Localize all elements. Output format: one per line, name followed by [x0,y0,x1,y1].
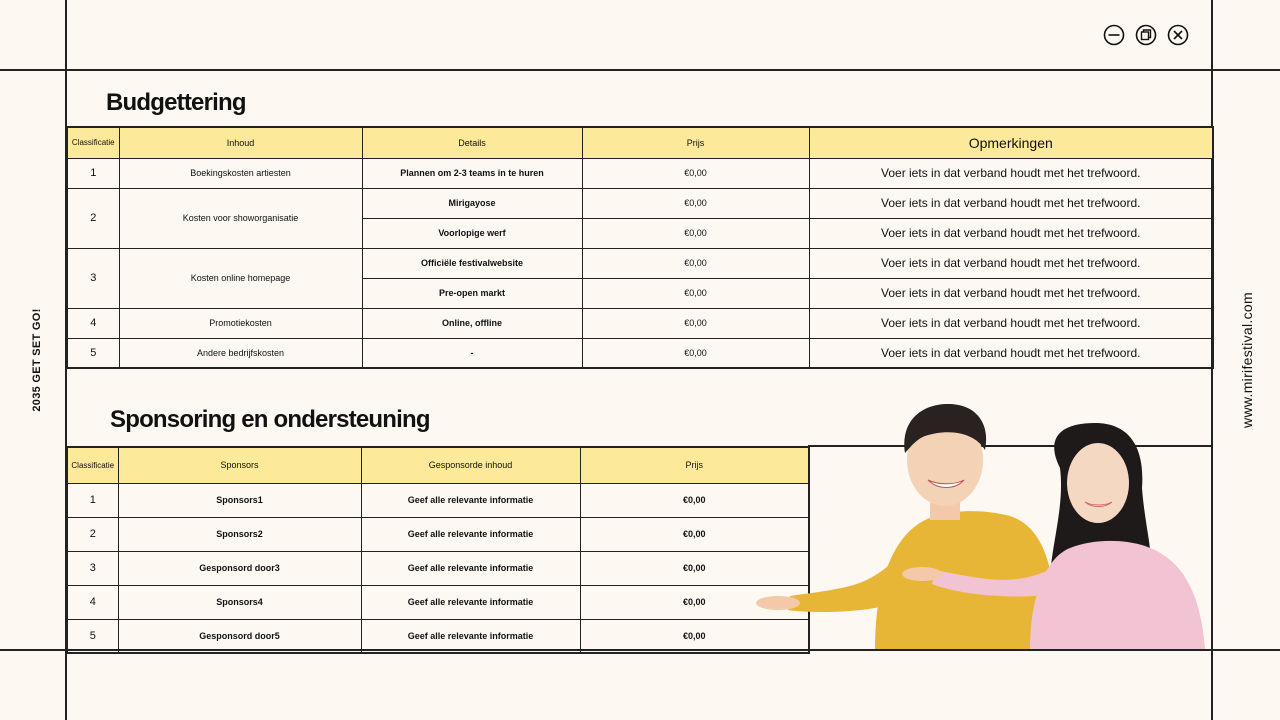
sponsoring-title: Sponsoring en ondersteuning [110,406,430,433]
row-inhoud: Geef alle relevante informatie [361,483,580,517]
row-prijs: €0,00 [582,188,809,218]
row-prijs: €0,00 [580,551,809,585]
row-number: 2 [67,188,119,248]
row-details: - [362,338,582,368]
budget-table [66,126,1214,369]
row-number: 3 [67,248,119,308]
row-prijs: €0,00 [580,619,809,653]
minimize-icon[interactable] [1103,24,1125,46]
header-classificatie: Classificatie [67,127,119,158]
table-row [67,338,1213,368]
row-prijs: €0,00 [580,517,809,551]
row-prijs: €0,00 [580,483,809,517]
row-sponsor: Sponsors2 [118,517,361,551]
row-number: 5 [67,338,119,368]
header-gesponsorde-inhoud: Gesponsorde inhoud [361,447,580,483]
row-opmerking: Voer iets in dat verband houdt met het trefwoord. [809,338,1213,368]
presenters-photo [750,398,1210,649]
table-row [67,619,809,653]
table-row [67,158,1213,188]
row-prijs: €0,00 [582,338,809,368]
row-number: 4 [67,585,118,619]
sponsoring-table [66,446,810,654]
header-prijs: Prijs [580,447,809,483]
man-figure [756,404,1060,649]
header-sponsors: Sponsors [118,447,361,483]
row-prijs: €0,00 [582,278,809,308]
header-opmerkingen: Opmerkingen [809,127,1213,158]
row-inhoud: Kosten voor showorganisatie [119,188,362,248]
header-prijs: Prijs [582,127,809,158]
table-row [67,551,809,585]
row-details: Online, offline [362,308,582,338]
row-sponsor: Sponsors1 [118,483,361,517]
row-inhoud: Geef alle relevante informatie [361,517,580,551]
row-opmerking: Voer iets in dat verband houdt met het trefwoord. [809,278,1213,308]
row-inhoud: Kosten online homepage [119,248,362,308]
row-details: Mirigayose [362,188,582,218]
table-row [67,188,1213,218]
row-inhoud: Geef alle relevante informatie [361,551,580,585]
side-slogan: 2035 GET SET GO! [31,308,43,412]
row-sponsor: Gesponsord door5 [118,619,361,653]
header-inhoud: Inhoud [119,127,362,158]
row-opmerking: Voer iets in dat verband houdt met het trefwoord. [809,158,1213,188]
row-details: Voorlopige werf [362,218,582,248]
window-controls [1103,24,1189,46]
table-row [67,308,1213,338]
row-prijs: €0,00 [582,158,809,188]
row-opmerking: Voer iets in dat verband houdt met het trefwoord. [809,308,1213,338]
header-classificatie: Classificatie [67,447,118,483]
table-row [67,248,1213,278]
table-row [67,483,809,517]
row-inhoud: Andere bedrijfskosten [119,338,362,368]
row-number: 1 [67,483,118,517]
row-number: 5 [67,619,118,653]
row-opmerking: Voer iets in dat verband houdt met het trefwoord. [809,218,1213,248]
row-prijs: €0,00 [582,218,809,248]
restore-icon[interactable] [1135,24,1157,46]
row-sponsor: Gesponsord door3 [118,551,361,585]
row-inhoud: Geef alle relevante informatie [361,585,580,619]
row-details: Officiële festivalwebsite [362,248,582,278]
top-divider [0,69,1280,71]
row-inhoud: Promotiekosten [119,308,362,338]
row-prijs: €0,00 [580,585,809,619]
side-website: www.mirifestival.com [1239,292,1255,428]
row-inhoud: Boekingskosten artiesten [119,158,362,188]
table-row [67,517,809,551]
row-sponsor: Sponsors4 [118,585,361,619]
row-opmerking: Voer iets in dat verband houdt met het trefwoord. [809,188,1213,218]
row-details: Pre-open markt [362,278,582,308]
budget-header-row [67,127,1213,158]
row-number: 1 [67,158,119,188]
sponsoring-header-row [67,447,809,483]
table-row [67,585,809,619]
row-number: 4 [67,308,119,338]
header-details: Details [362,127,582,158]
close-icon[interactable] [1167,24,1189,46]
row-number: 3 [67,551,118,585]
row-opmerking: Voer iets in dat verband houdt met het trefwoord. [809,248,1213,278]
row-inhoud: Geef alle relevante informatie [361,619,580,653]
row-prijs: €0,00 [582,308,809,338]
row-details: Plannen om 2-3 teams in te huren [362,158,582,188]
budget-title: Budgettering [106,89,246,116]
row-prijs: €0,00 [582,248,809,278]
row-number: 2 [67,517,118,551]
